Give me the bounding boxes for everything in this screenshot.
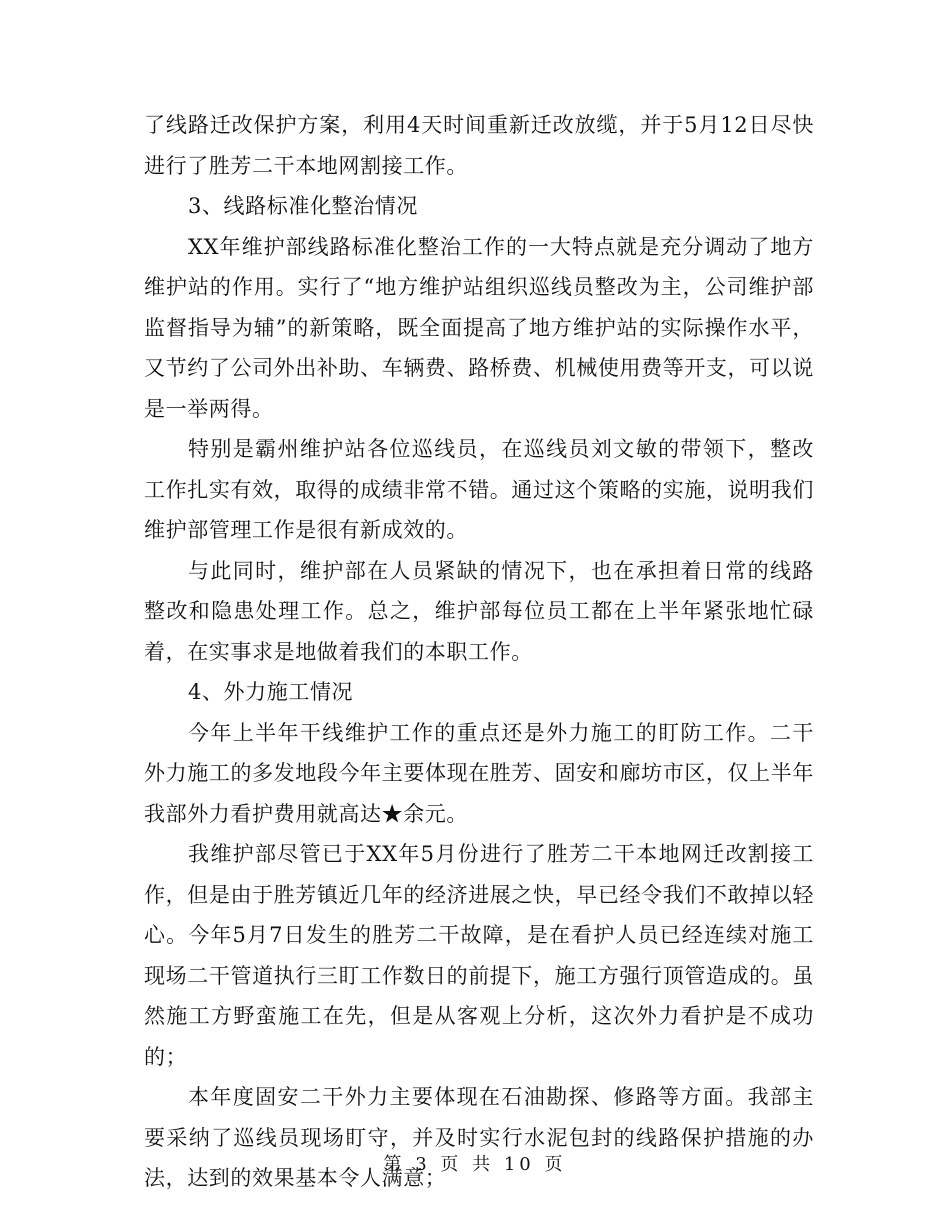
section-heading-3: 3、线路标准化整治情况 xyxy=(188,194,418,218)
paragraph-external-construction: 今年上半年干线维护工作的重点还是外力施工的盯防工作。二干外力施工的多发地段今年主要体现在胜芳、固安和廊坊市区，仅上半年我部外力看护费用就高达★余元。 xyxy=(144,720,814,826)
paragraph-shengfang-fault: 我维护部尽管已于XX年5月份进行了胜芳二干本地网迁改割接工作，但是由于胜芳镇近几年的经济进展之快，早已经令我们不敢掉以轻心。今年5月7日发生的胜芳二干故障，是在看护人员已经连续对施工现场二干管道执行三盯工作数日的前提下，施工方强行顶管造成的。虽然施工方野蛮施工在先，但是从客观上分析，这次外力看护是不成功的； xyxy=(144,842,814,1069)
document-body xyxy=(144,105,814,1199)
paragraph-standardization: XX年维护部线路标准化整治工作的一大特点就是充分调动了地方维护站的作用。实行了“地方维护站组织巡线员整改为主，公司维护部监督指导为辅”的新策略，既全面提高了地方维护站的实际操作水平，又节约了公司外出补助、车辆费、路桥费、机械使用费等开支，可以说是一举两得。 xyxy=(144,234,814,421)
page-footer: 第 3 页 共 10 页 xyxy=(383,1154,567,1175)
section-heading-4: 4、外力施工情况 xyxy=(188,680,354,704)
paragraph-guan-trunk: 本年度固安二干外力主要体现在石油勘探、修路等方面。我部主要采纳了巡线员现场盯守，并及时实行水泥包封的线路保护措施的办法，达到的效果基本令人满意； xyxy=(144,1085,814,1190)
paragraph-meanwhile: 与此同时，维护部在人员紧缺的情况下，也在承担着日常的线路整改和隐患处理工作。总之，维护部每位员工都在上半年紧张地忙碌着，在实事求是地做着我们的本职工作。 xyxy=(144,558,814,664)
paragraph-bazhou-station: 特别是霸州维护站各位巡线员，在巡线员刘文敏的带领下，整改工作扎实有效，取得的成绩非常不错。通过这个策略的实施，说明我们维护部管理工作是很有新成效的。 xyxy=(144,437,814,542)
paragraph-continuation: 了线路迁改保护方案，利用4天时间重新迁改放缆，并于5月12日尽快进行了胜芳二干本地网割接工作。 xyxy=(144,113,814,178)
